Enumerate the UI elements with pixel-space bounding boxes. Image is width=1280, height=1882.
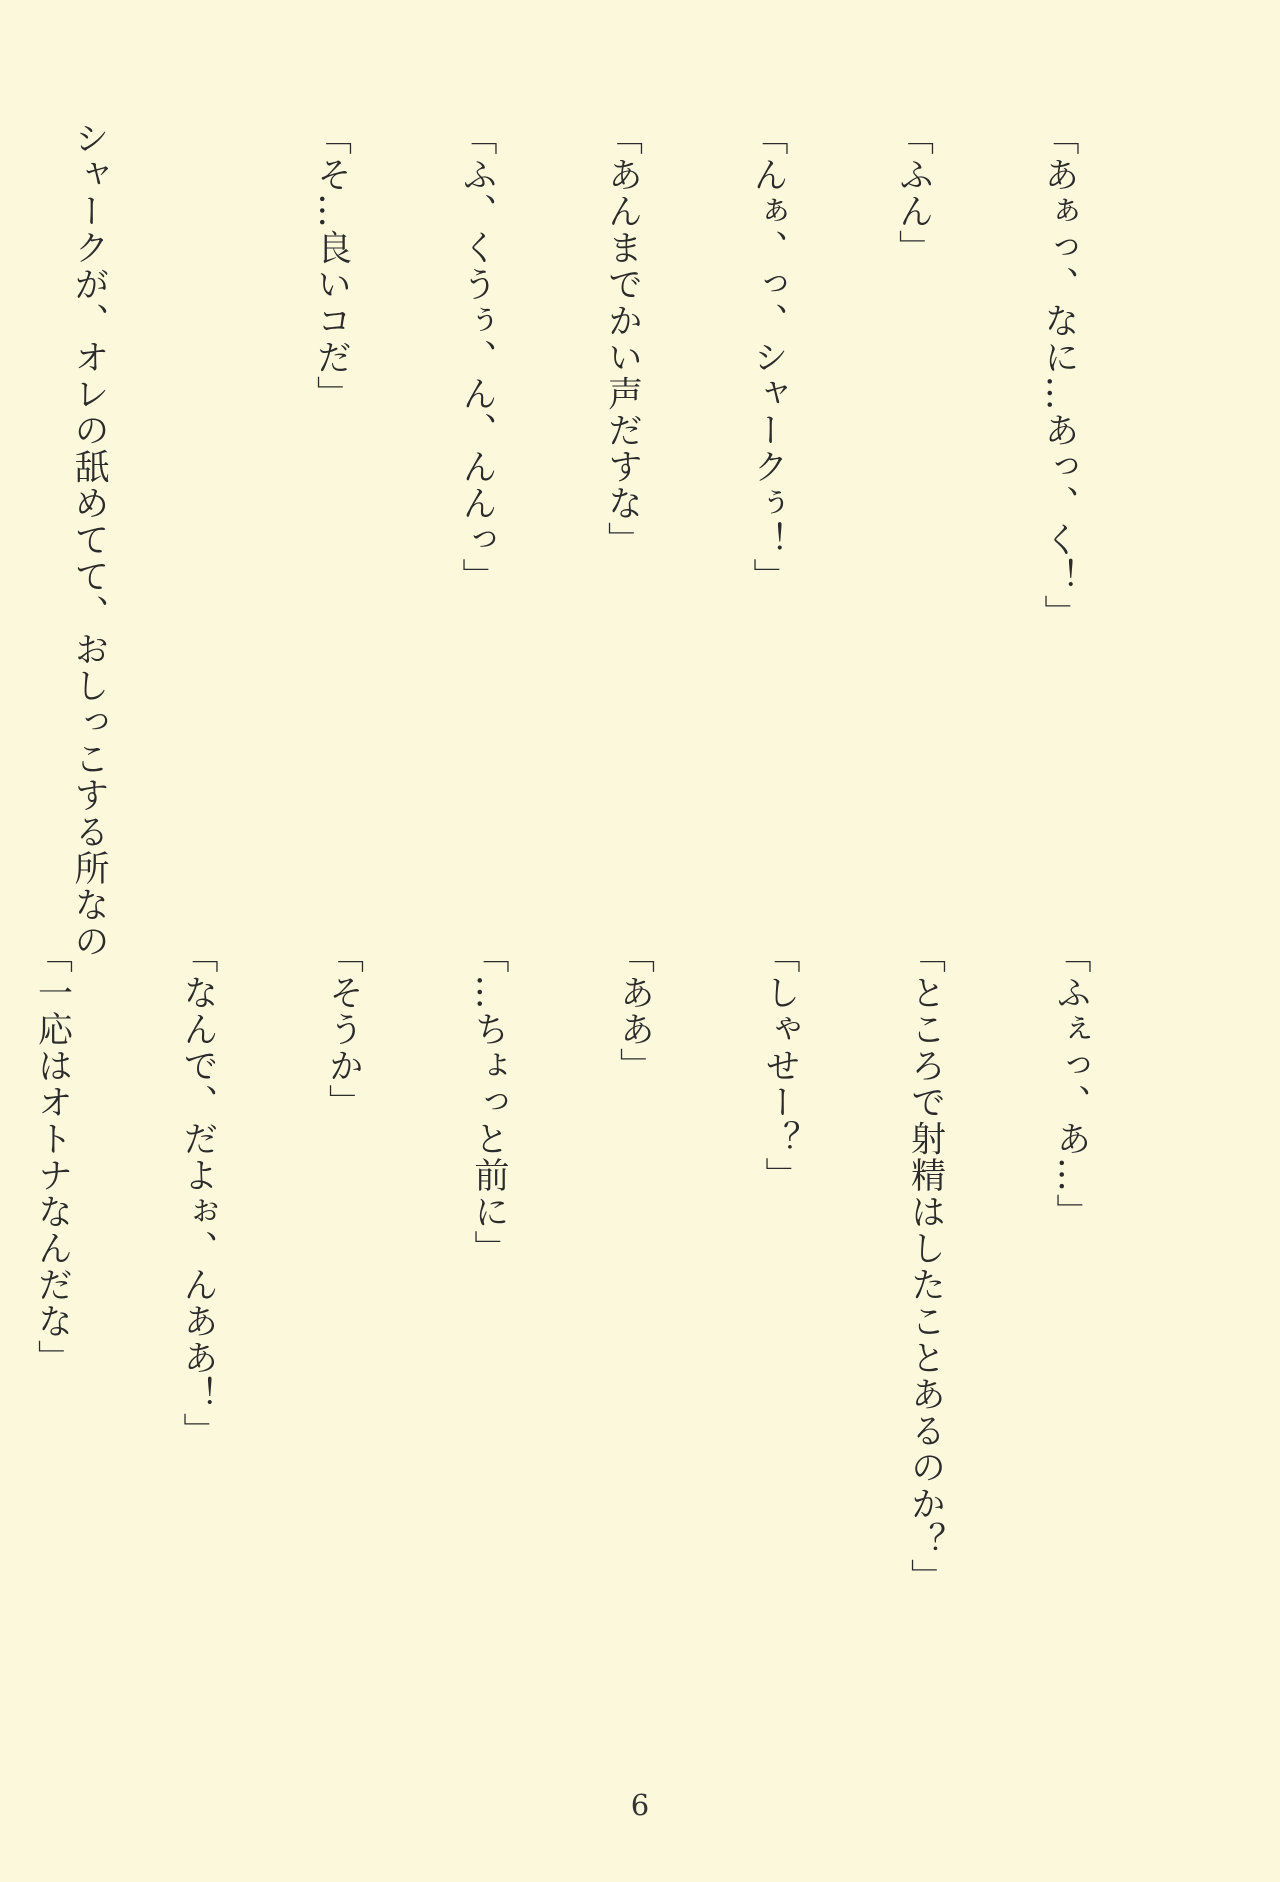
text-line: シャークが、オレの舐めてて、おしっこする所なの: [69, 120, 109, 960]
text-line: 「しゃせー？」: [760, 938, 800, 1194]
text-line: 「…ちょっと前に」: [469, 938, 509, 1267]
text-line: 「一応はオトナなんだな」: [32, 938, 73, 1376]
text-line: 「あぁっ、なに…あっ、く！」: [1039, 120, 1079, 631]
text-line: 「そうか」: [323, 938, 364, 1121]
text-line: 「そ…良いコだ」: [311, 120, 352, 412]
lower-text-block: [0, 938, 1192, 1748]
page-number: 6: [630, 1788, 650, 1822]
text-line: 「あんまでかい声だすな」: [602, 120, 643, 558]
text-line: 「んぁ、っ、シャークぅ！」: [748, 120, 788, 595]
text-line: 「ふん」: [893, 120, 934, 266]
text-line: 「ところで射精はしたことあるのか？」: [905, 938, 946, 1595]
text-line: 「ふぇっ、あ…」: [1051, 938, 1091, 1230]
text-line: 「ふ、くうぅ、ん、んんっ」: [457, 120, 497, 595]
upper-text-block: [0, 120, 1180, 960]
text-line: 「なんで、だよぉ、んああ！」: [178, 938, 218, 1449]
text-line: 「ああ」: [614, 938, 655, 1084]
